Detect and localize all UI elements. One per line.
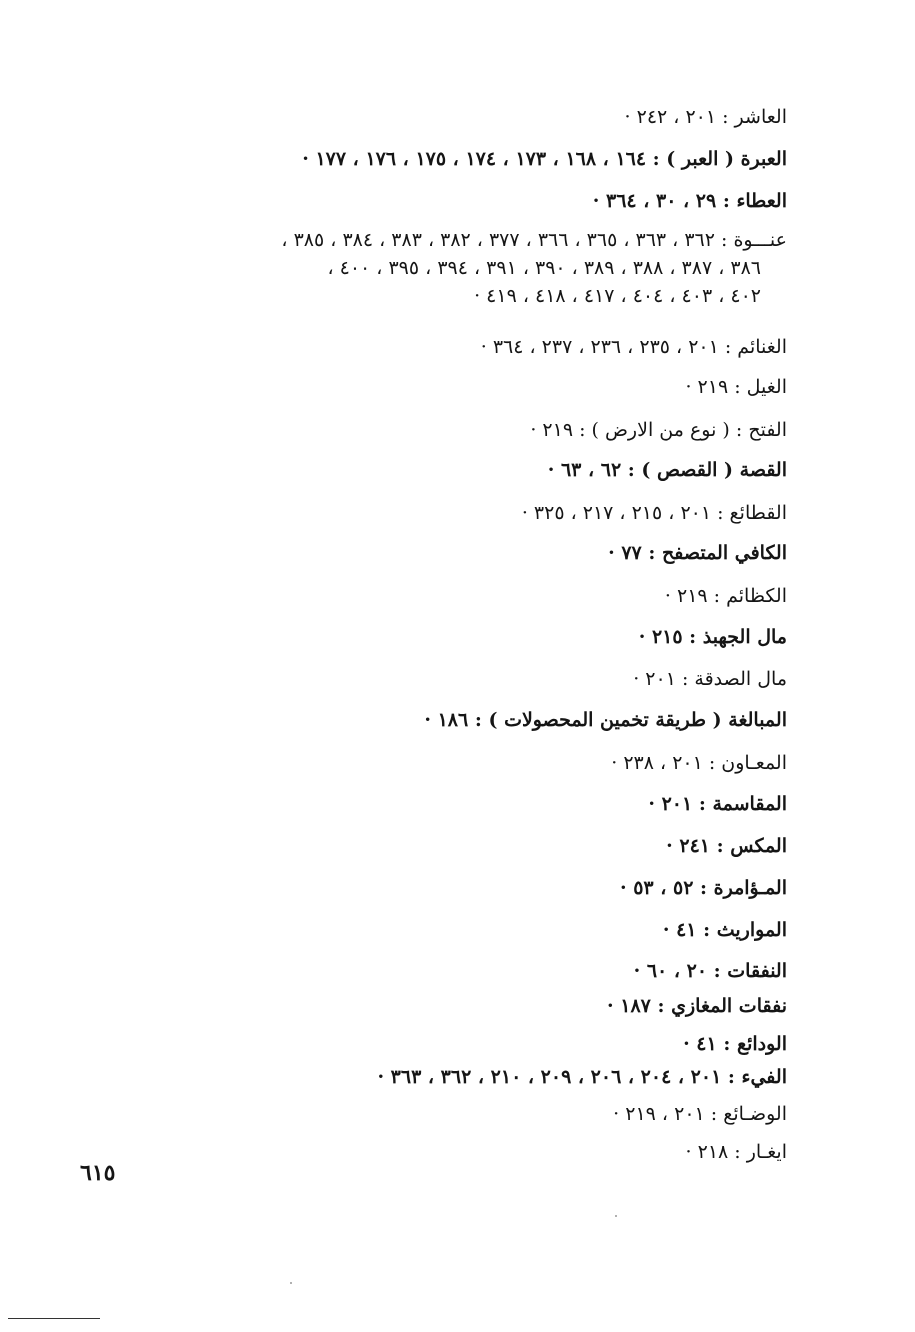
index-entry: العاشر : ٢٠١ ، ٢٤٢ ·	[624, 106, 787, 128]
paper-speck	[615, 1215, 617, 1217]
index-entry: المكس : ٢٤١ ·	[666, 835, 787, 857]
index-entry: المقاسمة : ٢٠١ ·	[648, 793, 787, 815]
index-entry: الغيل : ٢١٩ ·	[685, 376, 787, 398]
index-entry-multiline	[281, 226, 787, 310]
index-entry: نفقات المغازي : ١٨٧ ·	[607, 995, 787, 1017]
index-entry: المواريث : ٤١ ·	[662, 919, 787, 941]
index-entry: الكافي المتصفح : ٧٧ ·	[608, 542, 787, 564]
index-entry: الفتح : ( نوع من الارض ) : ٢١٩ ·	[530, 419, 787, 441]
index-entry-line: عنـــوة : ٣٦٢ ، ٣٦٣ ، ٣٦٥ ، ٣٦٦ ، ٣٧٧ ، ٣٨٢ ، ٣٨٣ ، ٣٨٤ ، ٣٨٥ ،	[281, 229, 787, 251]
index-entry: المعـاون : ٢٠١ ، ٢٣٨ ·	[611, 752, 787, 774]
index-entry: الكظائم : ٢١٩ ·	[664, 585, 787, 607]
index-entry-line: ٣٨٦ ، ٣٨٧ ، ٣٨٨ ، ٣٨٩ ، ٣٩٠ ، ٣٩١ ، ٣٩٤ ، ٣٩٥ ، ٤٠٠ ،	[327, 257, 761, 279]
index-entry: مال الصدقة : ٢٠١ ·	[633, 668, 787, 690]
index-entry: المـؤامرة : ٥٢ ، ٥٣ ·	[619, 877, 787, 899]
index-entry: الودائع : ٤١ ·	[683, 1033, 787, 1055]
index-entry: ايغـار : ٢١٨ ·	[685, 1141, 787, 1163]
index-entry: النفقات : ٢٠ ، ٦٠ ·	[633, 960, 787, 982]
index-entry: العطاء : ٢٩ ، ٣٠ ، ٣٦٤ ·	[592, 190, 787, 212]
index-entry: العبرة ( العبر ) : ١٦٤ ، ١٦٨ ، ١٧٣ ، ١٧٤ ، ١٧٥ ، ١٧٦ ، ١٧٧ ·	[302, 148, 787, 170]
bottom-rule	[8, 1318, 100, 1319]
index-entry: القصة ( القصص ) : ٦٢ ، ٦٣ ·	[547, 459, 787, 481]
index-entry: الفيء : ٢٠١ ، ٢٠٤ ، ٢٠٦ ، ٢٠٩ ، ٢١٠ ، ٣٦٢ ، ٣٦٣ ·	[377, 1066, 787, 1088]
index-entry: مال الجهبذ : ٢١٥ ·	[638, 626, 787, 648]
page-number: ٦١٥	[80, 1160, 116, 1186]
index-entry: الغنائم : ٢٠١ ، ٢٣٥ ، ٢٣٦ ، ٢٣٧ ، ٣٦٤ ·	[480, 336, 787, 358]
index-entry: القطائع : ٢٠١ ، ٢١٥ ، ٢١٧ ، ٣٢٥ ·	[521, 502, 787, 524]
index-entry-line: ٤٠٢ ، ٤٠٣ ، ٤٠٤ ، ٤١٧ ، ٤١٨ ، ٤١٩ ·	[474, 285, 761, 307]
index-entry: المبالغة ( طريقة تخمين المحصولات ) : ١٨٦ ·	[424, 709, 787, 731]
paper-speck	[290, 1282, 292, 1284]
index-entry: الوضـائع : ٢٠١ ، ٢١٩ ·	[613, 1103, 787, 1125]
